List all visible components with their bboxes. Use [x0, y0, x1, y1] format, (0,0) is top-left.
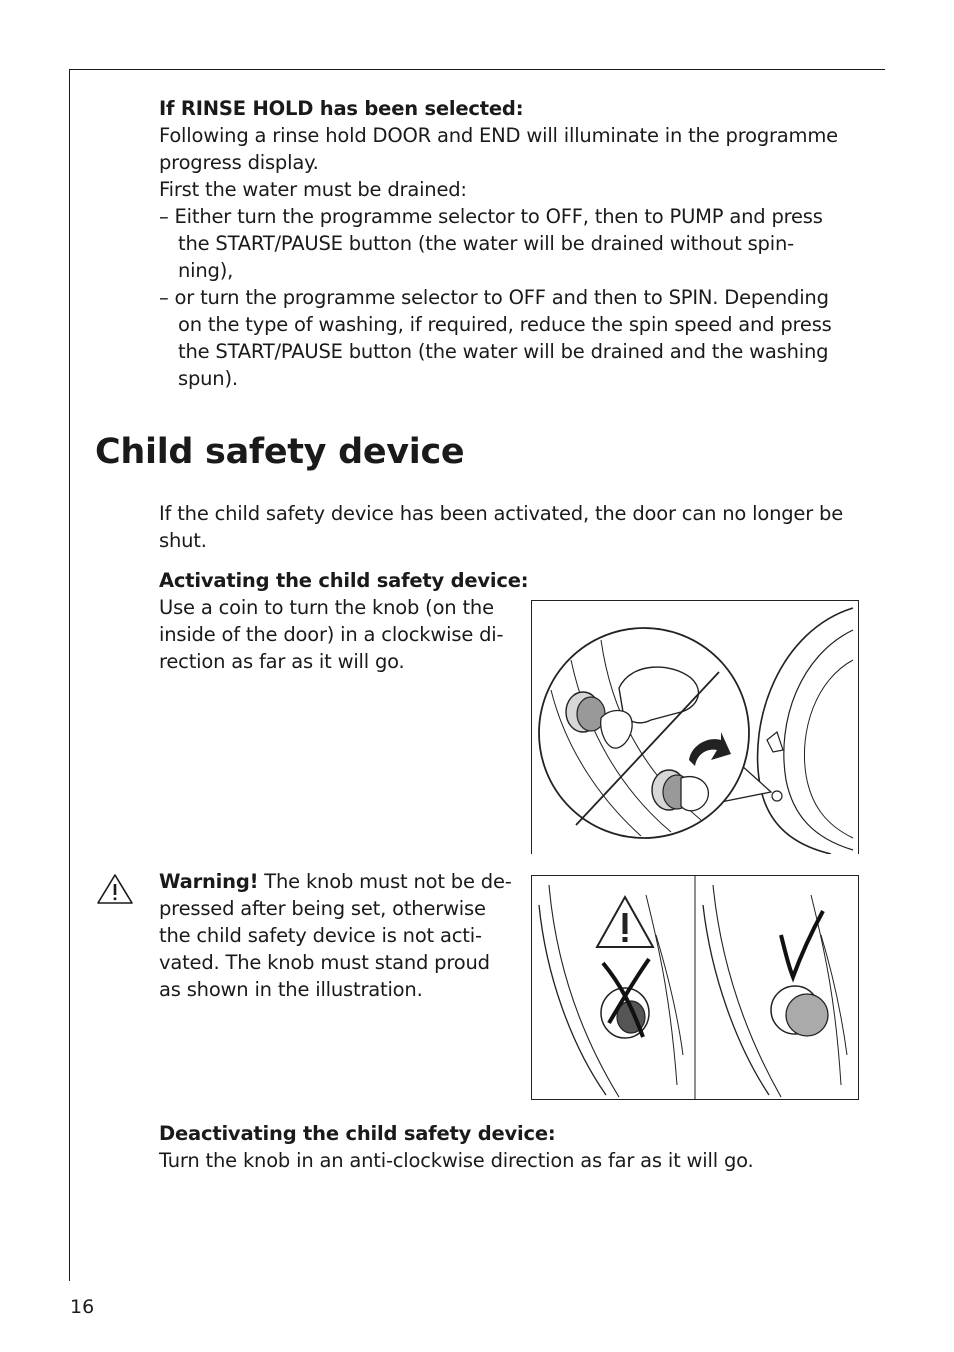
rinse-hold-text-line: Following a rinse hold DOOR and END will illuminate in the programme [159, 124, 838, 147]
top-rule [69, 69, 885, 70]
warning-line: pressed after being set, otherwise [159, 897, 486, 920]
bullet-pump-line: ning), [178, 259, 234, 282]
rinse-hold-text-line: progress display. [159, 151, 319, 174]
activating-line: Use a coin to turn the knob (on the [159, 596, 494, 619]
section-title: Child safety device [95, 432, 465, 472]
rinse-hold-section [159, 95, 859, 392]
bullet-spin-line: – or turn the programme selector to OFF and then to SPIN. Depending [159, 286, 829, 309]
warning-first-line [159, 868, 519, 895]
warning-triangle-icon [95, 872, 135, 906]
warning-line: the child safety device is not acti- [159, 924, 482, 947]
deactivating-section [159, 1120, 859, 1174]
rinse-hold-text-line: First the water must be drained: [159, 178, 467, 201]
bullet-pump-line: – Either turn the programme selector to OFF, then to PUMP and press [159, 205, 823, 228]
intro-line: shut. [159, 529, 207, 552]
warning-line: as shown in the illustration. [159, 978, 423, 1001]
bullet-pump-line: the START/PAUSE button (the water will be drained without spin- [178, 232, 794, 255]
warning-line: vated. The knob must stand proud [159, 951, 490, 974]
activating-heading: Activating the child safety device: [159, 569, 529, 592]
warning-first-line-text: The knob must not be de- [258, 870, 512, 893]
intro-paragraph [159, 500, 859, 554]
bullet-spin-line: the START/PAUSE button (the water will be drained and the washing [178, 340, 829, 363]
activating-line: rection as far as it will go. [159, 650, 405, 673]
warning-label: Warning! [159, 870, 259, 893]
rinse-hold-heading: If RINSE HOLD has been selected: [159, 97, 524, 120]
activating-line: inside of the door) in a clockwise di- [159, 623, 504, 646]
knob-turning-illustration [531, 600, 859, 854]
bullet-spin-line: on the type of washing, if required, reduce the spin speed and press [178, 313, 832, 336]
page-number: 16 [70, 1296, 95, 1318]
deactivating-heading: Deactivating the child safety device: [159, 1122, 556, 1145]
deactivating-line: Turn the knob in an anti-clockwise direction as far as it will go. [159, 1149, 754, 1172]
activating-section [159, 567, 529, 675]
left-margin-rule [69, 69, 70, 1281]
intro-line: If the child safety device has been activated, the door can no longer be [159, 502, 843, 525]
bullet-spin-line: spun). [178, 367, 238, 390]
warning-section [159, 868, 519, 1003]
knob-position-comparison-illustration [531, 875, 859, 1100]
